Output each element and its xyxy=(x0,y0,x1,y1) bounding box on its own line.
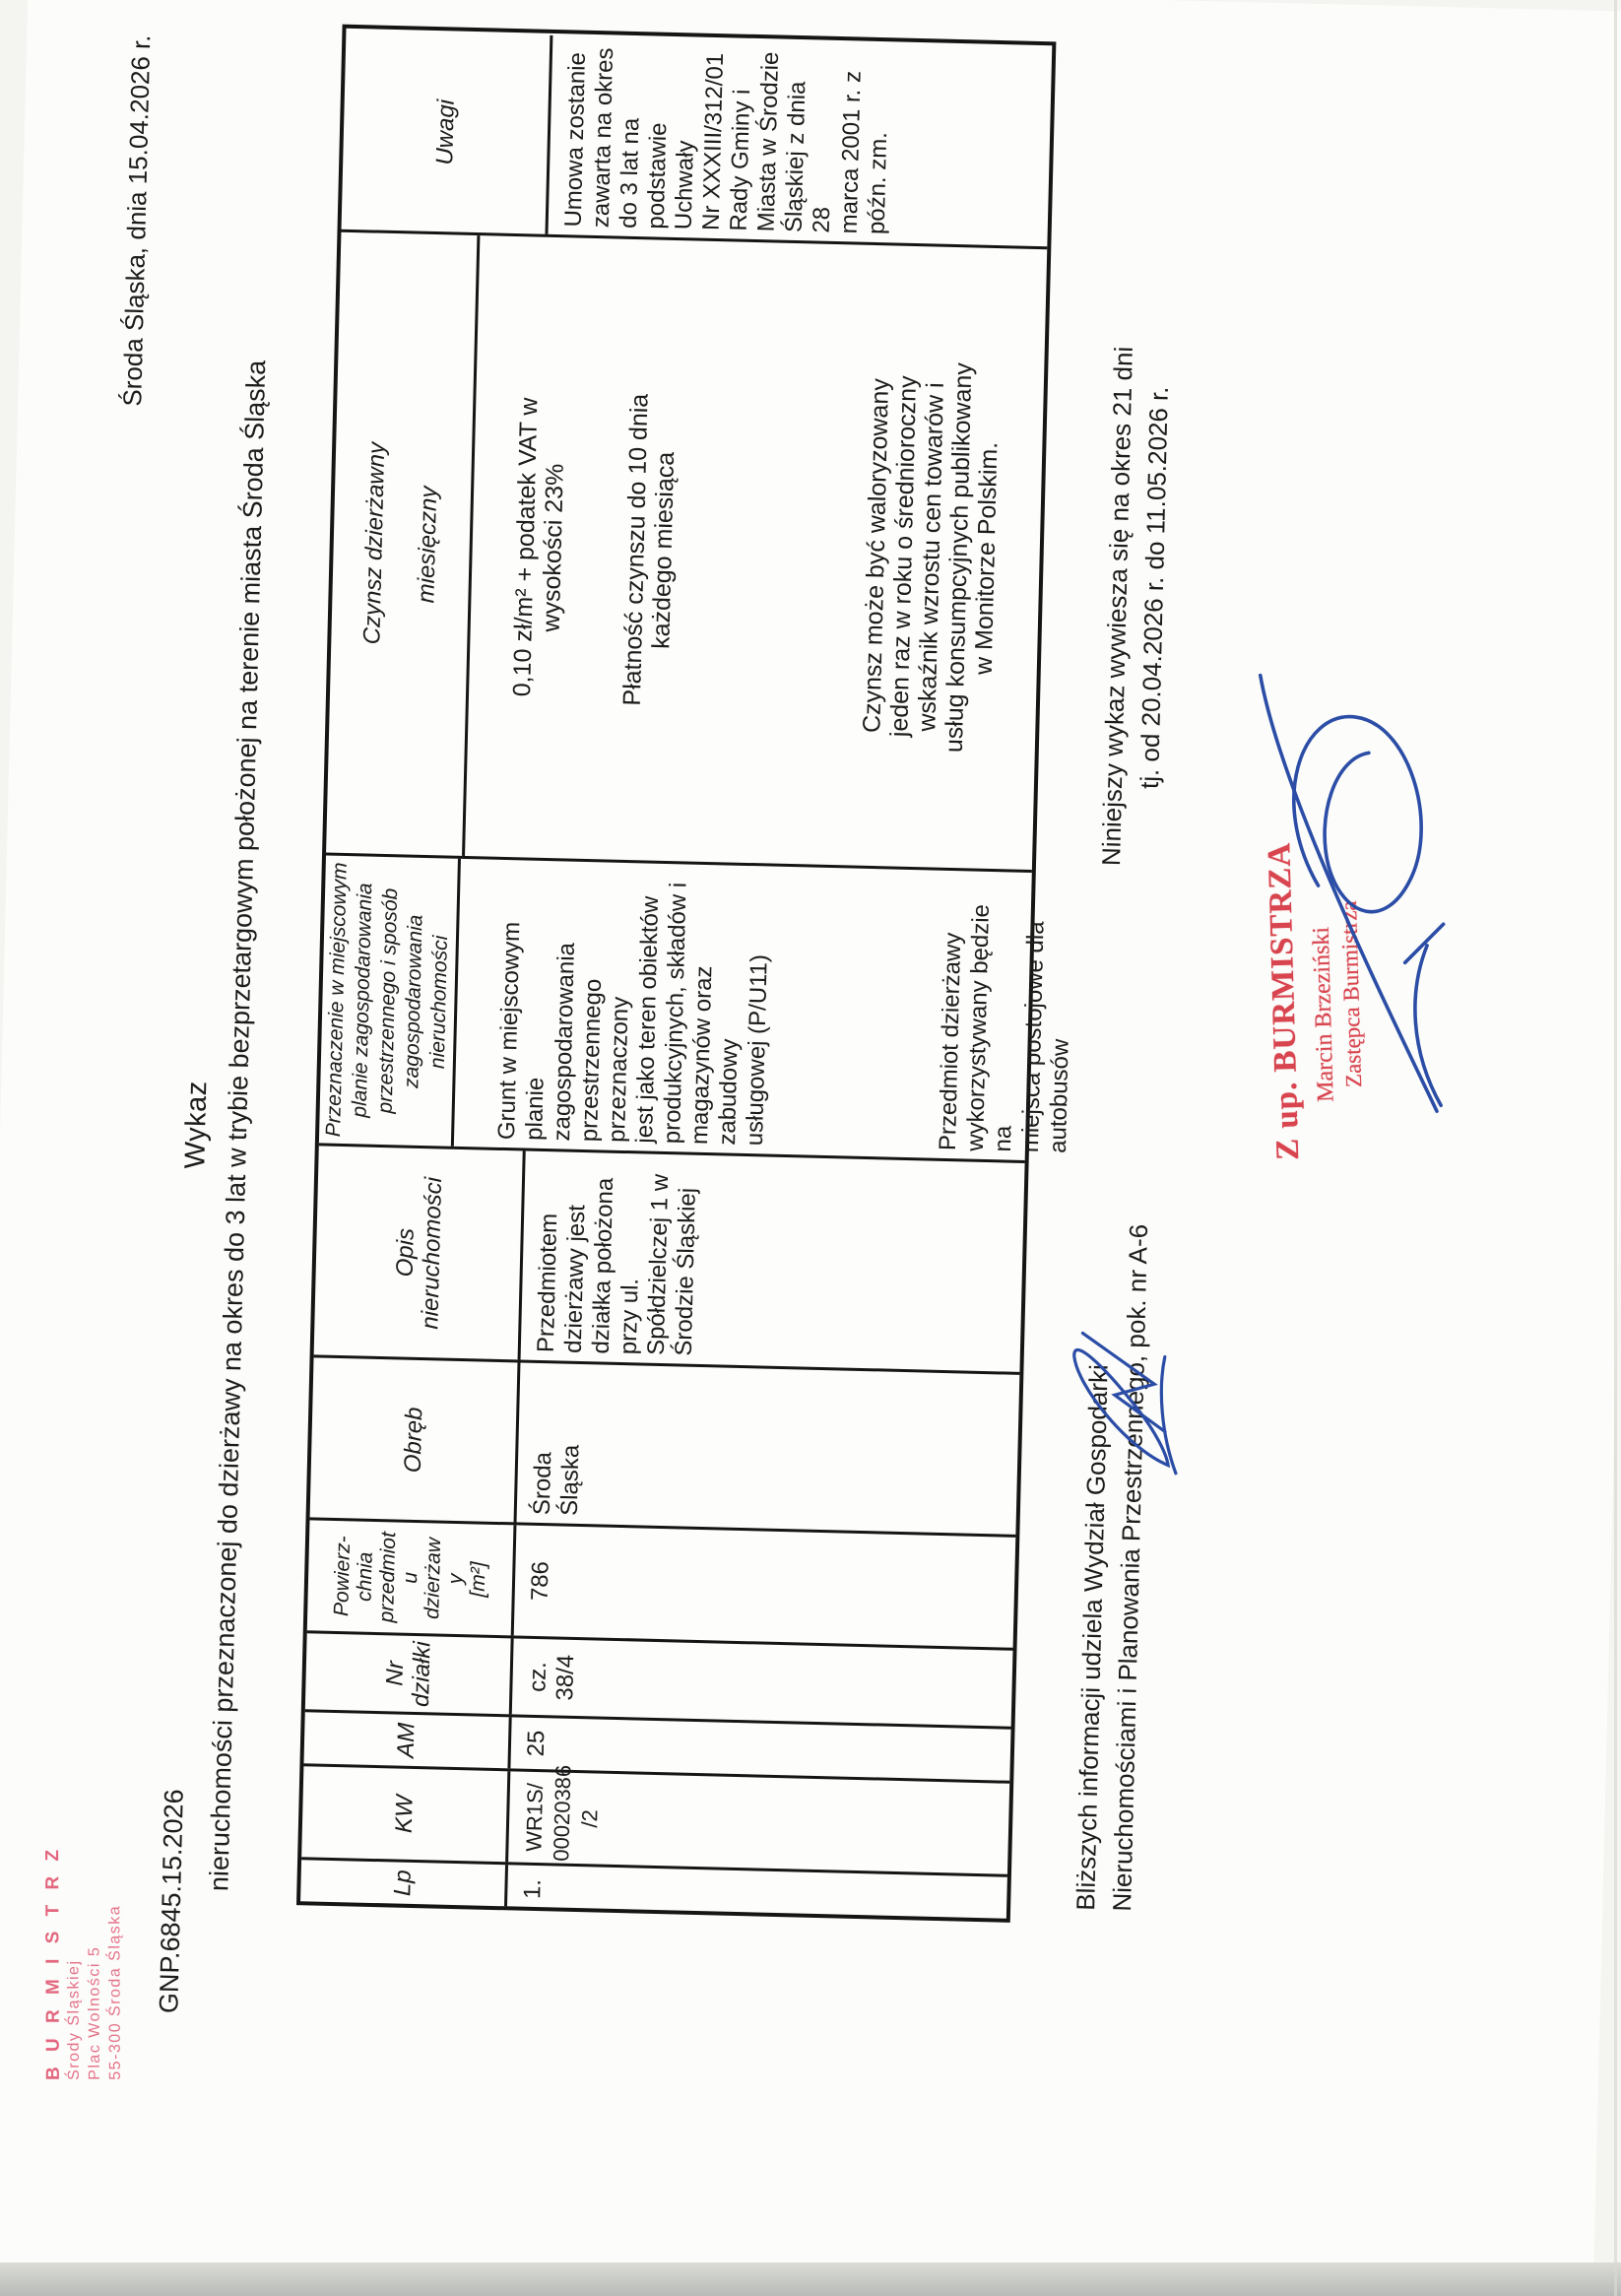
office-header-stamp xyxy=(42,1845,126,2080)
column-kw xyxy=(301,1763,1009,1873)
column-uwagi xyxy=(342,31,1053,246)
office-stamp-line: Środy Śląskiej xyxy=(65,1959,83,2080)
column-obreb xyxy=(310,1354,1020,1534)
deputy-stamp-title: Z up. BURMISTRZA xyxy=(1262,841,1307,1161)
czynsz-paragraph-2: Płatność czynszu do 10 dnia każdego miesiąca xyxy=(617,393,681,706)
office-stamp-line: B U R M I S T R Z xyxy=(42,1844,64,2081)
column-header-kw: KW xyxy=(301,1766,510,1862)
cell-czynsz xyxy=(465,235,1047,870)
scan-edge-line xyxy=(1614,0,1617,2296)
signature-scribble xyxy=(1244,664,1461,1122)
column-header-obreb: Obręb xyxy=(310,1357,521,1522)
column-header-powierzchnia: Powierz- chnia przedmiot u dzierżaw y [m²] xyxy=(307,1520,517,1635)
page-subtitle: nieruchomości przeznaczonej do dzierżawy na okres do 3 lat w trybie bezprzetargowym położonej na terenie miasta Środa Śląska xyxy=(204,360,272,1892)
cell-opis: Przedmiotem dzierżawy jest działka położona przy ul. Spółdzielczej 1 w Środzie Śląskiej xyxy=(532,1173,701,1356)
column-header-przeznaczenie: Przeznaczenie w miejscowym planie zagospodarowania przestrzennego i sposób zagospodarowania nieruchomości xyxy=(319,856,461,1147)
cell-obreb: Środa Śląska xyxy=(528,1444,585,1517)
column-opis xyxy=(314,1143,1025,1371)
column-header-lp: Lp xyxy=(300,1860,508,1906)
cell-am: 25 xyxy=(522,1730,551,1757)
column-przeznaczenie xyxy=(319,853,1074,1160)
initials-scribble xyxy=(1066,1303,1188,1483)
przeznaczenie-paragraph-1: Grunt w miejscowym planie zagospodarowania przestrzennego przeznaczony jest jako teren obiektów produkcyjnych, składów i magazynów oraz zabudowy usługowej (P/U11) xyxy=(493,882,773,1147)
cell-kw: WR1S/ 00020386 /2 xyxy=(521,1764,603,1862)
cell-powierzchnia: 786 xyxy=(526,1560,554,1602)
property-table xyxy=(296,25,1074,1923)
reference-number: GNP.6845.15.2026 xyxy=(154,1788,189,2014)
czynsz-paragraph-1: 0,10 zł/m² + podatek VAT w wysokości 23% xyxy=(508,397,569,697)
column-powierzchnia xyxy=(307,1517,1016,1647)
czynsz-paragraph-3: Czynsz może być waloryzowany jeden raz w roku o średnioroczny wskaźnik wzrostu cen towarów i usług konsumpcyjnych publikowany w Monitorze Polskim. xyxy=(858,361,1004,754)
cell-przeznaczenie xyxy=(454,859,1119,1162)
scan-edge-shadow xyxy=(0,2263,1621,2296)
przeznaczenie-paragraph-2: Przedmiot dzierżawy wykorzystywany będzie na miejsca postojowe dla autobusów xyxy=(934,903,1074,1154)
footer-info-line-2: Nieruchomościami i Planowania Przestrzennego, pok. nr A-6 xyxy=(1107,1223,1154,1912)
column-header-czynsz: Czynsz dzierżawny miesięczny xyxy=(326,232,480,856)
column-header-opis: Opis nieruchomości xyxy=(314,1146,526,1359)
column-header-nr-dzialki: Nr działki xyxy=(305,1633,514,1714)
deputy-stamp-name: Marcin Brzeziński xyxy=(1308,926,1339,1103)
column-header-uwagi: Uwagi xyxy=(342,31,553,234)
deputy-stamp-role: Zastępca Burmistrza xyxy=(1335,900,1367,1088)
cell-lp: 1. xyxy=(519,1878,547,1900)
column-czynsz xyxy=(326,230,1047,870)
place-and-date: Środa Śląska, dnia 15.04.2026 r. xyxy=(117,34,157,407)
page-title: Wykaz xyxy=(179,1080,214,1169)
cell-nr-dzialki: cz. 38/4 xyxy=(524,1654,580,1701)
column-header-am: AM xyxy=(303,1712,511,1768)
footer-info-line-1: Bliższych informacji udziela Wydział Gospodarki xyxy=(1070,1363,1114,1912)
office-stamp-line: 55-300 Środa Śląska xyxy=(106,1904,124,2080)
footer-posting-line-2: tj. od 20.04.2026 r. do 11.05.2026 r. xyxy=(1134,386,1174,790)
footer-posting-line-1: Niniejszy wykaz wywiesza się na okres 21 dni xyxy=(1095,346,1138,867)
office-stamp-line: Plac Wolności 5 xyxy=(86,1945,103,2080)
cell-uwagi: Umowa zostanie zawarta na okres do 3 lat na podstawie Uchwały Nr XXXIII/312/01 Rady Gminy i Miasta w Środzie Śląskiej z dnia 28 marca 2001 r. z późn. zm. xyxy=(559,47,893,235)
